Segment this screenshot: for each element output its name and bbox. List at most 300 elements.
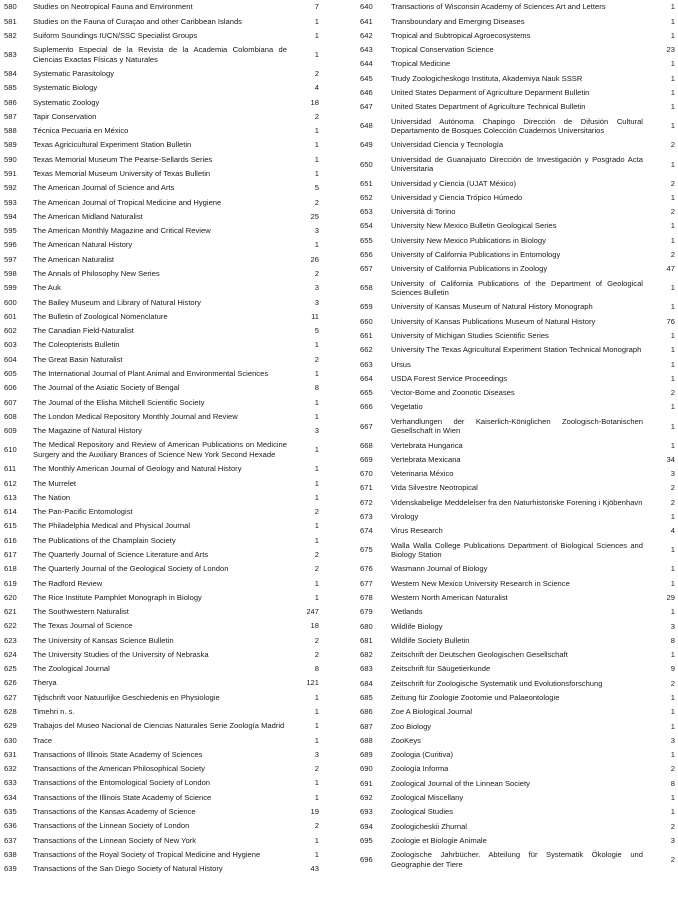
table-row	[352, 776, 678, 790]
row-number: 653	[360, 207, 373, 217]
row-number: 683	[360, 664, 373, 674]
table-row	[352, 100, 678, 114]
record-count: 3	[314, 297, 319, 307]
row-number: 608	[4, 411, 17, 421]
journal-title: Vector-Borne and Zoonotic Diseases	[391, 388, 515, 398]
table-row	[352, 495, 678, 509]
journal-title: University of California Publications in Zoology	[391, 264, 548, 274]
row-number: 625	[4, 664, 17, 674]
record-count: 3	[314, 749, 319, 759]
record-count: 1	[314, 169, 319, 179]
row-number: 656	[360, 250, 373, 260]
record-count: 2	[314, 635, 319, 645]
record-count: 34	[666, 454, 675, 464]
record-count: 1	[314, 126, 319, 136]
table-row	[0, 633, 322, 647]
journal-title: The American Journal of Science and Arts	[33, 183, 175, 193]
row-number: 645	[360, 73, 373, 83]
table-row	[0, 367, 322, 381]
journal-title: Walla Walla College Publications Department of Biological Sciences and Biology Station	[391, 540, 643, 560]
row-number: 689	[360, 750, 373, 760]
row-number: 678	[360, 593, 373, 602]
table-row	[352, 57, 678, 71]
journal-title: Virus Research	[391, 526, 443, 536]
row-number: 692	[360, 792, 373, 802]
journal-title: Transactions of the American Philosophical Society	[33, 764, 205, 774]
record-count: 1	[670, 235, 675, 245]
journal-title: Transactions of Wisconsin Academy of Sciences Art and Letters	[391, 2, 606, 12]
journal-title: Texas Memorial Museum The Pearse-Sellards Series	[33, 154, 213, 164]
table-row	[352, 0, 678, 14]
record-count: 1	[670, 421, 675, 431]
table-row	[0, 576, 322, 590]
table-row	[0, 776, 322, 790]
record-count: 1	[670, 692, 675, 702]
journal-title: Zoological Studies	[391, 807, 454, 817]
journal-title: Transactions of the Royal Society of Tropical Medicine and Hygiene	[33, 849, 261, 859]
record-count: 2	[670, 497, 675, 507]
table-row	[352, 762, 678, 776]
table-row	[0, 505, 322, 519]
record-count: 3	[670, 621, 675, 631]
row-number: 655	[360, 235, 373, 245]
table-row	[0, 848, 322, 862]
journal-title: Tropical Conservation Science	[391, 45, 494, 55]
table-row	[352, 276, 678, 300]
row-number: 679	[360, 607, 373, 617]
journal-title: Zeitschrift der Deutschen Geologischen Gesellschaft	[391, 650, 568, 660]
journal-title: Vegetatio	[391, 402, 423, 412]
record-count: 1	[670, 302, 675, 312]
record-count: 19	[310, 807, 319, 816]
table-row	[352, 191, 678, 205]
row-number: 684	[360, 678, 373, 688]
row-number: 629	[4, 721, 17, 731]
row-number: 599	[4, 283, 17, 293]
journal-title: Zeitschrift für Zoologische Systematik und Evolutionsforschung	[391, 678, 603, 688]
journal-title: Transactions of Illinois State Academy of Sciences	[33, 749, 203, 759]
row-number: 688	[360, 735, 373, 745]
row-number: 591	[4, 169, 17, 179]
table-row	[0, 790, 322, 804]
record-count: 8	[670, 635, 675, 645]
table-row	[0, 224, 322, 238]
table-row	[352, 386, 678, 400]
row-number: 662	[360, 345, 373, 355]
record-count: 7	[314, 2, 319, 12]
table-row	[0, 267, 322, 281]
table-row	[352, 414, 678, 438]
table-row	[352, 481, 678, 495]
record-count: 26	[310, 254, 319, 264]
row-number: 586	[4, 97, 17, 107]
row-number: 585	[4, 83, 17, 93]
row-number: 669	[360, 454, 373, 464]
table-row	[352, 576, 678, 590]
table-row	[0, 14, 322, 28]
row-number: 690	[360, 764, 373, 774]
journal-title: Transactions of the Linnean Society of London	[33, 821, 190, 831]
journal-title: Studies on Neotropical Fauna and Environment	[33, 2, 193, 12]
table-row	[352, 205, 678, 219]
record-count: 1	[314, 721, 319, 731]
row-number: 680	[360, 621, 373, 631]
row-number: 631	[4, 749, 17, 759]
record-count: 1	[670, 345, 675, 355]
journal-title: Virology	[391, 512, 419, 521]
journal-title: The Philadelphia Medical and Physical Journal	[33, 521, 191, 531]
record-count: 1	[670, 283, 675, 293]
journal-title: Técnica Pecuaria en México	[33, 126, 129, 136]
record-count: 9	[670, 664, 675, 674]
journal-title: Studies on the Fauna of Curaçao and other Caribbean Islands	[33, 16, 242, 26]
journal-title: University of Kansas Publications Museum of Natural History	[391, 316, 596, 326]
table-row	[0, 548, 322, 562]
table-row	[352, 114, 678, 138]
journal-title: Zoologie et Biologie Animale	[391, 835, 487, 845]
record-count: 1	[670, 402, 675, 412]
record-count: 76	[666, 316, 675, 326]
record-count: 1	[314, 521, 319, 531]
record-count: 47	[666, 264, 675, 274]
table-row	[0, 295, 322, 309]
journal-title: United States Deparment of Agriculture Deparment Bulletin	[391, 88, 590, 98]
table-row	[352, 233, 678, 247]
table-row	[0, 762, 322, 776]
row-number: 634	[4, 792, 17, 802]
record-count: 2	[670, 207, 675, 217]
row-number: 641	[360, 16, 373, 26]
journal-title: The Monthly American Journal of Geology and Natural History	[33, 464, 242, 474]
table-row	[352, 562, 678, 576]
table-row	[0, 81, 322, 95]
row-number: 660	[360, 316, 373, 326]
record-count: 1	[670, 159, 675, 169]
row-number: 672	[360, 497, 373, 507]
row-number: 604	[4, 354, 17, 364]
table-row	[0, 409, 322, 423]
record-count: 1	[670, 59, 675, 69]
journal-title: The American Natural History	[33, 240, 133, 250]
record-count: 1	[314, 692, 319, 702]
record-count: 3	[314, 283, 319, 293]
journal-title: Wildlife Society Bulletin	[391, 635, 470, 645]
row-number: 696	[360, 854, 373, 864]
record-count: 2	[314, 549, 319, 559]
journal-title: Universidad Autónoma Chapingo Dirección de Difusión Cultural Departamento de Bosques Colección Cuadernos Universitarios	[391, 116, 643, 136]
row-number: 651	[360, 178, 373, 188]
journal-title: Timehri n. s.	[33, 707, 75, 717]
table-row	[352, 705, 678, 719]
journal-title: The International Journal of Plant Animal and Environmental Sciences	[33, 368, 269, 378]
journal-title: University New Mexico Publications in Biology	[391, 235, 546, 245]
record-count: 18	[310, 97, 319, 107]
journal-title: University The Texas Agricultural Experiment Station Technical Monograph	[391, 345, 642, 355]
record-count: 2	[314, 507, 319, 517]
journal-title: The University Studies of the University of Nebraska	[33, 649, 209, 659]
table-row	[0, 662, 322, 676]
record-count: 3	[670, 735, 675, 745]
row-number: 612	[4, 478, 17, 488]
row-number: 654	[360, 221, 373, 231]
row-number: 615	[4, 521, 17, 531]
table-row	[352, 524, 678, 538]
journal-title: The American Naturalist	[33, 254, 115, 264]
row-number: 601	[4, 311, 17, 321]
record-count: 43	[310, 864, 319, 874]
record-count: 1	[670, 564, 675, 574]
row-number: 686	[360, 707, 373, 717]
journal-title: Western North American Naturalist	[391, 593, 508, 602]
journal-title: Suplemento Especial de la Revista de la Academia Colombiana de Ciencias Exactas Físicas y Naturales	[33, 45, 287, 64]
table-row	[0, 619, 322, 633]
journal-title: Transactions of the Illinois State Academy of Science	[33, 792, 212, 802]
record-count: 1	[670, 440, 675, 450]
journal-title: University of California Publications in Entomology	[391, 250, 561, 260]
journal-title: Vertebrata Mexicana	[391, 454, 461, 464]
row-number: 650	[360, 159, 373, 169]
table-row	[352, 357, 678, 371]
table-row	[0, 590, 322, 604]
table-row	[0, 819, 322, 833]
journal-title: Tropical and Subtropical Agroecosystems	[391, 30, 531, 40]
row-number: 597	[4, 254, 17, 264]
table-row	[0, 0, 322, 14]
row-number: 652	[360, 192, 373, 202]
row-number: 682	[360, 650, 373, 660]
journal-title: Transactions of the Linnean Society of New York	[33, 835, 197, 845]
journal-title: University New Mexico Bulletin Geological Series	[391, 221, 557, 231]
journal-title: The Murrelet	[33, 478, 77, 488]
record-count: 2	[670, 250, 675, 260]
row-number: 636	[4, 821, 17, 831]
table-row	[352, 634, 678, 648]
table-row	[352, 29, 678, 43]
record-count: 1	[314, 707, 319, 717]
row-number: 584	[4, 69, 17, 79]
record-count: 3	[314, 226, 319, 236]
row-number: 693	[360, 807, 373, 817]
record-count: 1	[314, 30, 319, 40]
journal-title: Zoe A Biological Journal	[391, 707, 473, 717]
record-count: 2	[314, 764, 319, 774]
journal-title: The Great Basin Naturalist	[33, 354, 123, 364]
journal-title: United States Department of Agriculture Technical Bulletin	[391, 102, 586, 112]
record-count: 18	[310, 621, 319, 631]
row-number: 632	[4, 764, 17, 774]
table-row	[352, 833, 678, 847]
record-count: 5	[314, 326, 319, 336]
journal-title: Tapir Conservation	[33, 111, 97, 121]
row-number: 607	[4, 397, 17, 407]
row-number: 594	[4, 211, 17, 221]
table-row	[352, 343, 678, 357]
record-count: 1	[314, 368, 319, 378]
record-count: 2	[314, 564, 319, 574]
journal-title: Wetlands	[391, 607, 423, 617]
row-number: 633	[4, 778, 17, 788]
row-number: 694	[360, 821, 373, 831]
table-row	[352, 848, 678, 872]
row-number: 639	[4, 864, 17, 874]
table-row	[0, 338, 322, 352]
row-number: 647	[360, 102, 373, 112]
row-number: 646	[360, 88, 373, 98]
table-row	[352, 438, 678, 452]
table-row	[0, 490, 322, 504]
row-number: 606	[4, 383, 17, 393]
journal-title: Tropical Medicine	[391, 59, 451, 69]
journal-title: The Bailey Museum and Library of Natural History	[33, 297, 201, 307]
row-number: 627	[4, 692, 17, 702]
table-row	[352, 43, 678, 57]
table-row	[0, 67, 322, 81]
table-row	[352, 648, 678, 662]
record-count: 1	[670, 607, 675, 617]
row-number: 667	[360, 421, 373, 431]
journal-title: The Rice Institute Pamphlet Monograph in Biology	[33, 592, 202, 602]
journal-title: The Zoological Journal	[33, 664, 110, 674]
journal-title: Zeitung für Zoologie Zootomie und Palaeontologie	[391, 692, 560, 702]
table-row	[352, 14, 678, 28]
record-count: 1	[670, 750, 675, 760]
record-count: 247	[306, 607, 319, 617]
record-count: 1	[670, 707, 675, 717]
journal-title: Transboundary and Emerging Diseases	[391, 16, 525, 26]
journal-title: University of Michigan Studies Scientific Series	[391, 331, 549, 341]
record-count: 1	[670, 578, 675, 588]
record-count: 1	[314, 492, 319, 502]
journal-title: Suiform Soundings IUCN/SSC Specialist Groups	[33, 30, 198, 40]
journal-table-right-column	[352, 0, 678, 872]
journal-title: Universidad y Ciencia (UJAT México)	[391, 178, 517, 188]
table-row	[0, 648, 322, 662]
record-count: 1	[314, 735, 319, 745]
journal-table-left-column	[0, 0, 322, 876]
row-number: 687	[360, 721, 373, 731]
journal-table-right	[352, 0, 678, 872]
journal-title: The American Monthly Magazine and Critical Review	[33, 226, 211, 236]
table-row	[352, 248, 678, 262]
record-count: 1	[670, 512, 675, 521]
table-row	[0, 252, 322, 266]
row-number: 658	[360, 283, 373, 293]
record-count: 1	[670, 331, 675, 341]
journal-title: Texas Agricicultural Experiment Station Bulletin	[33, 140, 192, 150]
journal-title: Tijdschrift voor Natuurlijke Geschiedenis en Physiologie	[33, 692, 220, 702]
record-count: 2	[314, 354, 319, 364]
record-count: 11	[311, 311, 319, 321]
row-number: 622	[4, 621, 17, 631]
row-number: 609	[4, 426, 17, 436]
record-count: 3	[670, 469, 675, 479]
record-count: 1	[670, 121, 675, 131]
record-count: 1	[314, 340, 319, 350]
journal-title: Trabajos del Museo Nacional de Ciencias Naturales Serie Zoología Madrid	[33, 721, 285, 731]
row-number: 616	[4, 535, 17, 545]
record-count: 1	[670, 73, 675, 83]
record-count: 2	[314, 269, 319, 278]
record-count: 1	[314, 835, 319, 845]
table-row	[352, 691, 678, 705]
record-count: 1	[670, 650, 675, 660]
journal-title: Transactions of the Kansas Academy of Science	[33, 807, 196, 816]
journal-title: Texas Memorial Museum University of Texas Bulletin	[33, 169, 211, 179]
record-count: 1	[314, 154, 319, 164]
record-count: 1	[314, 849, 319, 859]
record-count: 1	[670, 88, 675, 98]
journal-title: Universidad y Ciencia Trópico Húmedo	[391, 192, 523, 202]
table-row	[352, 71, 678, 85]
row-number: 668	[360, 440, 373, 450]
table-row	[352, 819, 678, 833]
journal-title: The Journal of the Elisha Mitchell Scientific Society	[33, 397, 205, 407]
table-row	[0, 833, 322, 847]
record-count: 1	[314, 464, 319, 474]
table-row	[0, 533, 322, 547]
row-number: 643	[360, 45, 373, 55]
record-count: 1	[314, 592, 319, 602]
record-count: 3	[314, 426, 319, 436]
table-row	[0, 676, 322, 690]
row-number: 611	[4, 464, 17, 474]
table-row	[0, 152, 322, 166]
record-count: 2	[314, 649, 319, 659]
row-number: 635	[4, 807, 17, 816]
table-row	[352, 719, 678, 733]
record-count: 1	[314, 49, 319, 59]
row-number: 588	[4, 126, 17, 136]
journal-title: The Bulletin of Zoological Nomenclature	[33, 311, 168, 321]
row-number: 664	[360, 373, 373, 383]
row-number: 676	[360, 564, 373, 574]
journal-title: Zoologicheskii Zhurnal	[391, 821, 467, 831]
table-row	[0, 195, 322, 209]
journal-title: The American Journal of Tropical Medicine and Hygiene	[33, 197, 222, 207]
table-row	[352, 791, 678, 805]
record-count: 1	[314, 445, 319, 455]
record-count: 4	[670, 526, 675, 536]
record-count: 1	[314, 578, 319, 588]
row-number: 642	[360, 30, 373, 40]
record-count: 8	[314, 664, 319, 674]
row-number: 628	[4, 707, 17, 717]
table-row	[352, 619, 678, 633]
table-row	[0, 324, 322, 338]
record-count: 2	[670, 140, 675, 150]
journal-title: Trace	[33, 735, 53, 745]
journal-title: Transactions of the Entomological Society of London	[33, 778, 211, 788]
journal-title: The Annals of Philosophy New Series	[33, 269, 160, 278]
row-number: 640	[360, 2, 373, 12]
record-count: 8	[670, 778, 675, 788]
table-row	[352, 176, 678, 190]
row-number: 659	[360, 302, 373, 312]
row-number: 624	[4, 649, 17, 659]
record-count: 1	[670, 373, 675, 383]
record-count: 1	[670, 359, 675, 369]
record-count: 2	[314, 197, 319, 207]
journal-title: Veterinaria México	[391, 469, 454, 479]
row-number: 592	[4, 183, 17, 193]
table-row	[0, 462, 322, 476]
record-count: 25	[310, 211, 319, 221]
row-number: 621	[4, 607, 17, 617]
journal-title: University of California Publications of the Department of Geological Sciences Bulletin	[391, 278, 643, 298]
table-row	[0, 138, 322, 152]
journal-title: The Auk	[33, 283, 61, 293]
journal-title: Zoologische Jahrbücher. Abteilung für Systematik Ökologie und Geographie der Tiere	[391, 850, 643, 869]
